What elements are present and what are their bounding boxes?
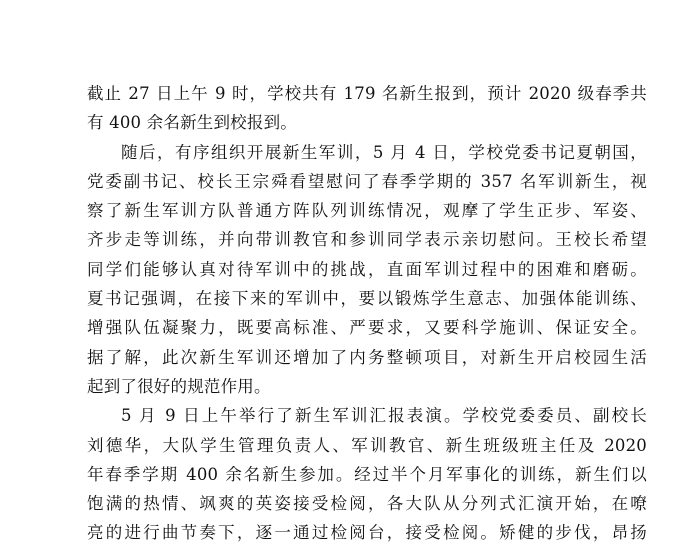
text-line: 有 400 余名新生到校报到。 (87, 113, 297, 133)
text-line: 同学们能够认真对待军训中的挑战，直面军训过程中的困难和磨砺。 (87, 259, 647, 279)
text-line: 饱满的热情、飒爽的英姿接受检阅，各大队从分列式汇演开始，在嘹 (87, 494, 647, 514)
body-text (87, 79, 647, 548)
paragraph-start-line: 5 月 9 日上午举行了新生军训汇报表演。学校党委委员、副校长 (121, 406, 647, 426)
text-line: 刘德华，大队学生管理负责人、军训教官、新生班级班主任及 2020 (87, 435, 647, 455)
text-line: 年春季学期 400 余名新生参加。经过半个月军事化的训练，新生们以 (87, 464, 647, 484)
text-line: 起到了很好的规范作用。 (87, 376, 271, 396)
text-line: 据了解，此次新生军训还增加了内务整顿项目，对新生开启校园生活 (87, 347, 647, 367)
text-line: 夏书记强调，在接下来的军训中，要以锻炼学生意志、加强体能训练、 (87, 289, 647, 309)
paragraph-start-line: 随后，有序组织开展新生军训，5 月 4 日，学校党委书记夏朝国， (121, 142, 647, 162)
text-line: 截止 27 日上午 9 时，学校共有 179 名新生报到，预计 2020 级春季共 (87, 84, 647, 103)
text-line: 增强队伍凝聚力，既要高标准、严要求，又要科学施训、保证安全。 (87, 318, 647, 338)
text-line: 齐步走等训练，并向带训教官和参训同学表示亲切慰问。王校长希望 (87, 230, 647, 250)
text-line: 党委副书记、校长王宗舜看望慰问了春季学期的 357 名军训新生，视 (87, 171, 647, 191)
text-line: 察了新生军训方队普通方阵队列训练情况，观摩了学生正步、军姿、 (87, 201, 647, 221)
text-line: 亮的进行曲节奏下，逐一通过检阅台，接受检阅。矫健的步伐，昂扬 (87, 523, 647, 543)
